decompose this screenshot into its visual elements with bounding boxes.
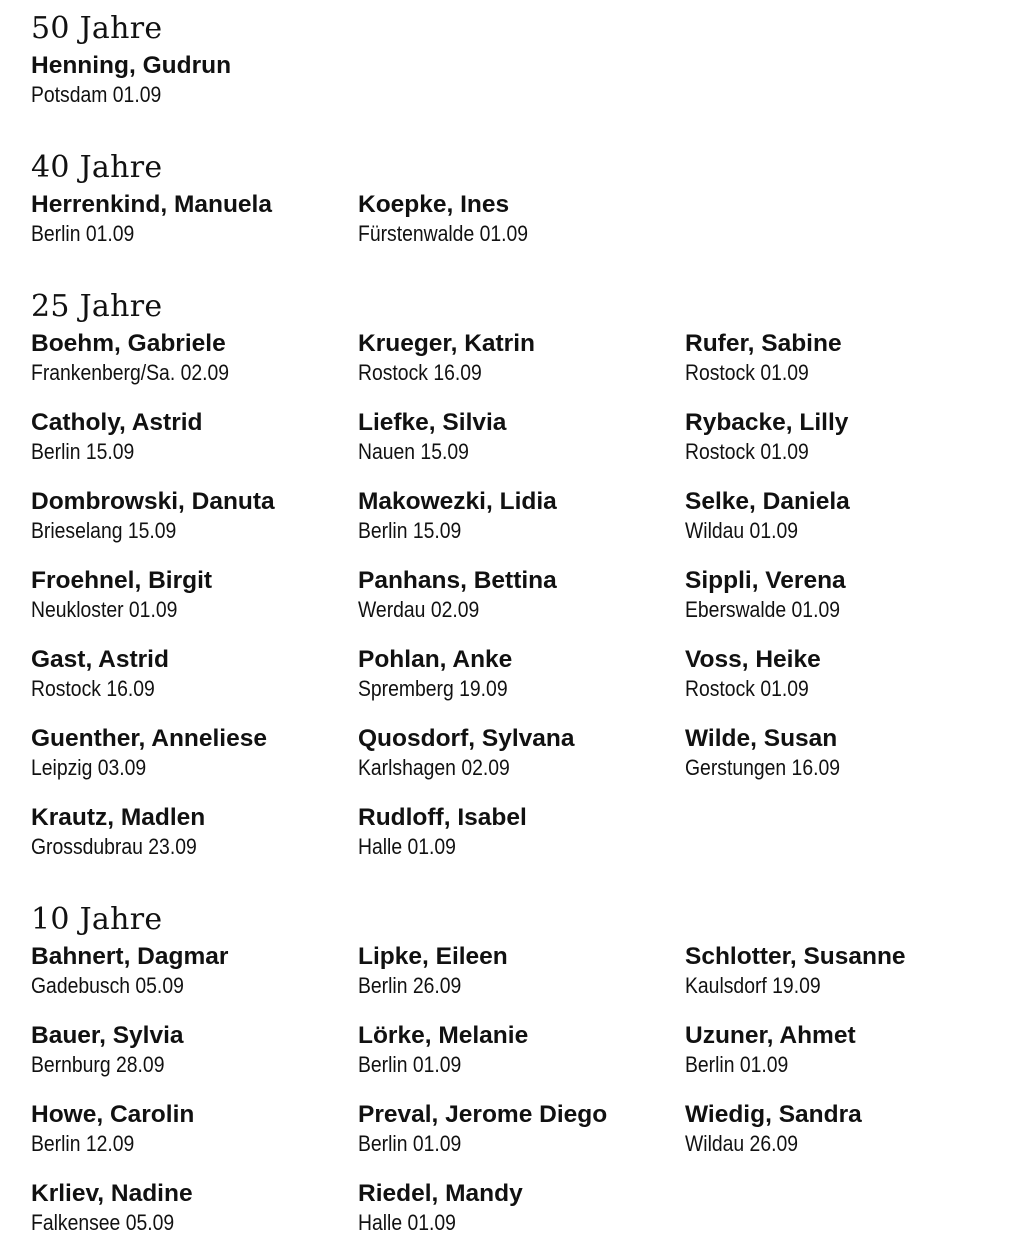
entry-grid <box>31 943 991 1259</box>
person-name: Riedel, Mandy <box>358 1180 523 1207</box>
list-item <box>31 330 358 409</box>
list-item <box>685 1101 991 1180</box>
list-item <box>31 488 358 567</box>
person-name: Schlotter, Susanne <box>685 943 906 970</box>
place-date: Kaulsdorf 19.09 <box>685 973 821 998</box>
place-date: Berlin 01.09 <box>31 221 135 246</box>
person-name: Makowezki, Lidia <box>358 488 557 515</box>
section-10-jahre <box>31 904 991 1259</box>
person-name: Quosdorf, Sylvana <box>358 725 575 752</box>
person-name: Rufer, Sabine <box>685 330 842 357</box>
place-date: Falkensee 05.09 <box>31 1210 175 1235</box>
person-name: Wilde, Susan <box>685 725 838 752</box>
list-item <box>358 409 685 488</box>
list-item <box>358 1022 685 1101</box>
place-date: Halle 01.09 <box>358 1210 456 1235</box>
person-name: Rudloff, Isabel <box>358 804 527 831</box>
list-item <box>31 191 358 270</box>
person-name: Wiedig, Sandra <box>685 1101 862 1128</box>
person-name: Henning, Gudrun <box>31 52 232 79</box>
list-item <box>685 725 991 804</box>
person-name: Howe, Carolin <box>31 1101 195 1128</box>
place-date: Wildau 01.09 <box>685 518 799 543</box>
place-date: Gerstungen 16.09 <box>685 755 841 780</box>
list-item <box>358 191 685 270</box>
place-date: Berlin 15.09 <box>31 439 135 464</box>
list-item <box>358 646 685 725</box>
place-date: Bernburg 28.09 <box>31 1052 165 1077</box>
section-title: 40 Jahre <box>31 150 163 185</box>
list-item <box>685 409 991 488</box>
person-name: Panhans, Bettina <box>358 567 557 594</box>
place-date: Karlshagen 02.09 <box>358 755 510 780</box>
entry-grid <box>31 330 991 883</box>
place-date: Berlin 26.09 <box>358 973 462 998</box>
list-item <box>31 943 358 1022</box>
list-item <box>31 409 358 488</box>
person-name: Gast, Astrid <box>31 646 169 673</box>
entry-grid <box>31 191 991 270</box>
place-date: Rostock 01.09 <box>685 439 809 464</box>
list-item <box>358 1101 685 1180</box>
list-item <box>358 1180 685 1259</box>
person-name: Krueger, Katrin <box>358 330 535 357</box>
place-date: Rostock 16.09 <box>31 676 155 701</box>
person-name: Bauer, Sylvia <box>31 1022 184 1049</box>
list-item <box>358 330 685 409</box>
list-item <box>31 804 358 883</box>
person-name: Catholy, Astrid <box>31 409 203 436</box>
list-item <box>685 943 991 1022</box>
person-name: Bahnert, Dagmar <box>31 943 229 970</box>
person-name: Rybacke, Lilly <box>685 409 849 436</box>
person-name: Guenther, Anneliese <box>31 725 267 752</box>
person-name: Koepke, Ines <box>358 191 510 218</box>
section-40-jahre <box>31 152 991 270</box>
list-item <box>31 646 358 725</box>
person-name: Boehm, Gabriele <box>31 330 226 357</box>
person-name: Lipke, Eileen <box>358 943 508 970</box>
place-date: Neukloster 01.09 <box>31 597 178 622</box>
person-name: Dombrowski, Danuta <box>31 488 275 515</box>
list-item <box>31 1022 358 1101</box>
person-name: Selke, Daniela <box>685 488 850 515</box>
place-date: Berlin 12.09 <box>31 1131 135 1156</box>
list-item <box>685 488 991 567</box>
person-name: Liefke, Silvia <box>358 409 507 436</box>
place-date: Halle 01.09 <box>358 834 456 859</box>
place-date: Rostock 01.09 <box>685 360 809 385</box>
list-item <box>31 52 358 131</box>
place-date: Wildau 26.09 <box>685 1131 799 1156</box>
person-name: Krautz, Madlen <box>31 804 206 831</box>
place-date: Frankenberg/Sa. 02.09 <box>31 360 230 385</box>
place-date: Gadebusch 05.09 <box>31 973 184 998</box>
section-title: 10 Jahre <box>31 902 163 937</box>
section-50-jahre <box>31 13 991 131</box>
list-item <box>31 567 358 646</box>
list-item <box>685 646 991 725</box>
list-item <box>358 804 685 883</box>
place-date: Berlin 01.09 <box>358 1131 462 1156</box>
person-name: Voss, Heike <box>685 646 821 673</box>
place-date: Grossdubrau 23.09 <box>31 834 197 859</box>
person-name: Preval, Jerome Diego <box>358 1101 608 1128</box>
person-name: Uzuner, Ahmet <box>685 1022 856 1049</box>
place-date: Rostock 16.09 <box>358 360 482 385</box>
person-name: Lörke, Melanie <box>358 1022 529 1049</box>
list-item <box>358 567 685 646</box>
place-date: Leipzig 03.09 <box>31 755 147 780</box>
section-title: 50 Jahre <box>31 11 163 46</box>
place-date: Potsdam 01.09 <box>31 82 162 107</box>
place-date: Fürstenwalde 01.09 <box>358 221 529 246</box>
entry-grid <box>31 52 991 131</box>
list-item <box>685 330 991 409</box>
person-name: Froehnel, Birgit <box>31 567 213 594</box>
place-date: Berlin 01.09 <box>685 1052 789 1077</box>
place-date: Brieselang 15.09 <box>31 518 177 543</box>
place-date: Berlin 01.09 <box>358 1052 462 1077</box>
place-date: Spremberg 19.09 <box>358 676 508 701</box>
place-date: Eberswalde 01.09 <box>685 597 840 622</box>
list-item <box>358 943 685 1022</box>
section-title: 25 Jahre <box>31 289 163 324</box>
list-item <box>358 725 685 804</box>
list-item <box>31 1101 358 1180</box>
list-item <box>31 1180 358 1259</box>
place-date: Berlin 15.09 <box>358 518 462 543</box>
person-name: Sippli, Verena <box>685 567 846 594</box>
list-item <box>31 725 358 804</box>
list-item <box>358 488 685 567</box>
person-name: Krliev, Nadine <box>31 1180 193 1207</box>
place-date: Werdau 02.09 <box>358 597 480 622</box>
person-name: Pohlan, Anke <box>358 646 513 673</box>
section-25-jahre <box>31 291 991 883</box>
place-date: Rostock 01.09 <box>685 676 809 701</box>
person-name: Herrenkind, Manuela <box>31 191 272 218</box>
list-item <box>685 1022 991 1101</box>
place-date: Nauen 15.09 <box>358 439 469 464</box>
list-item <box>685 567 991 646</box>
